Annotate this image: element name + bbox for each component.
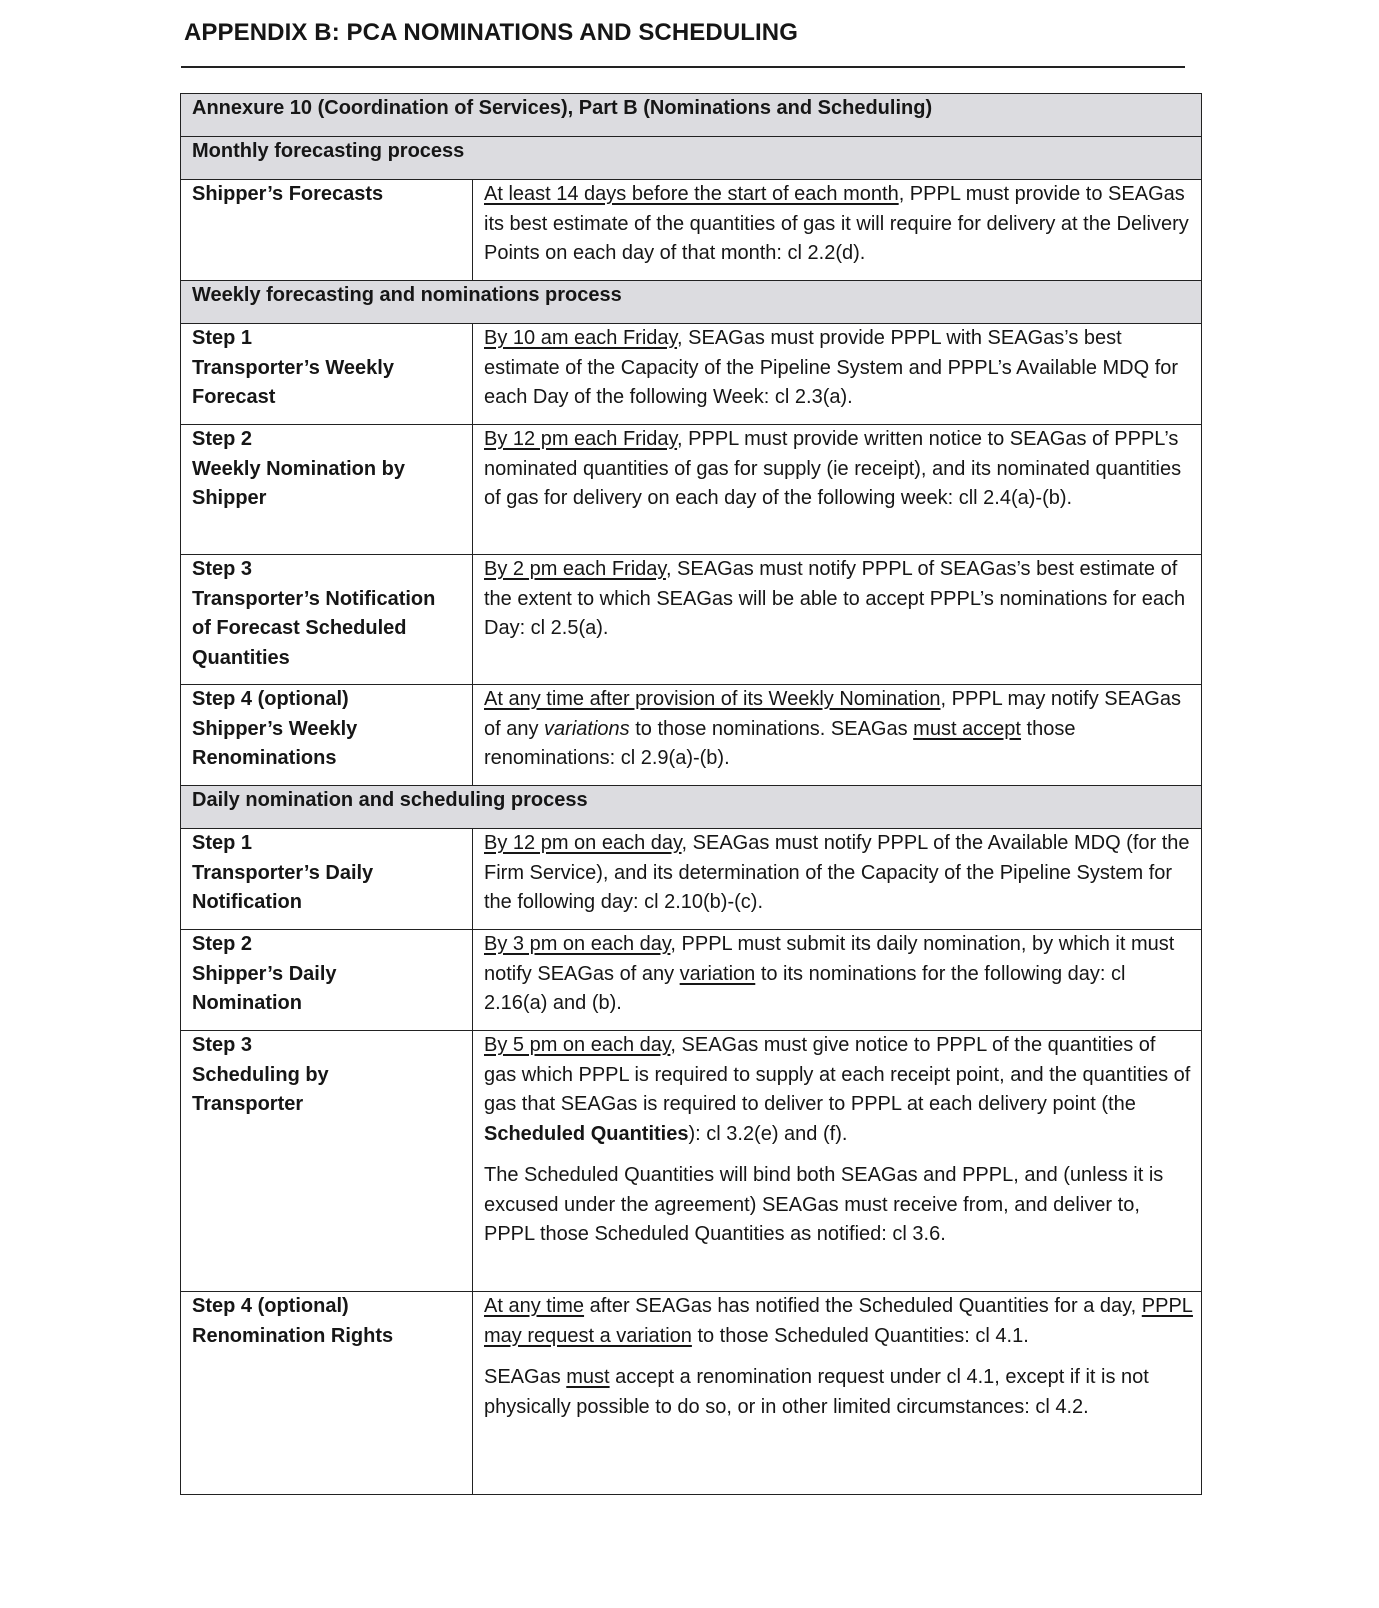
row-description [473, 555, 1202, 685]
label-line: Weekly Nomination by [192, 457, 406, 480]
row-label [181, 425, 473, 555]
description-text: to its nominations for the following day: cl 2.16(a) and (b). [484, 962, 1126, 1014]
description-paragraph [484, 180, 1193, 269]
underlined-text: PPPL may request a variation [484, 1295, 1193, 1347]
description-paragraph [484, 425, 1193, 514]
description-text: , SEAGas must notify PPPL of SEAGas’s best estimate of the extent to which SEAGas will be able to accept PPPL’s nominations for each Day: cl 2.5(a). [484, 558, 1186, 639]
label-line: Transporter [192, 1093, 304, 1115]
label-line: Transporter’s Notification [192, 587, 436, 610]
label-line: of Forecast Scheduled [192, 617, 407, 639]
table-row [181, 1031, 1202, 1292]
deadline-text: By 2 pm each Friday [484, 558, 666, 580]
underlined-text: variation [679, 962, 756, 985]
label-line: Notification [192, 891, 302, 913]
row-description [473, 1031, 1202, 1292]
table-row [181, 829, 1202, 930]
label-line: Step 2 [192, 933, 253, 955]
description-paragraph: The Scheduled Quantities will bind both SEAGas and PPPL, and (unless it is excused under the agreement) SEAGas must receive from, and deliver to, PPPL those Scheduled Quantities as notified: cl 3.6. [484, 1164, 1164, 1245]
label-line: Transporter’s Weekly [192, 356, 394, 379]
description-paragraph [484, 1363, 1193, 1422]
label-line: Step 1 [192, 832, 253, 854]
label-line: Step 4 (optional) [192, 1295, 349, 1317]
table-row [181, 324, 1202, 425]
description-paragraph [484, 1031, 1193, 1149]
table-heading: Annexure 10 (Coordination of Services), Part B (Nominations and Scheduling) [181, 94, 1202, 137]
description-paragraph [484, 555, 1193, 644]
row-description [473, 324, 1202, 425]
deadline-text: At least 14 days before the start of each month [484, 183, 899, 205]
description-text: , SEAGas must notify PPPL of the Available MDQ (for the Firm Service), and its determination of the Capacity of the Pipeline System for the following day: cl 2.10(b)-(c). [484, 832, 1190, 913]
section-heading-weekly: Weekly forecasting and nominations process [181, 281, 1202, 324]
deadline-text: By 12 pm on each day [484, 832, 682, 854]
label-line: Shipper’s Weekly [192, 717, 358, 740]
label-line: Renominations [192, 747, 337, 769]
description-text: , SEAGas must give notice to PPPL of the quantities of gas which PPPL is required to supply at each receipt point, and the quantities of gas that SEAGas is required to deliver to PPPL at each delivery point (the [484, 1034, 1191, 1115]
description-paragraph [484, 829, 1193, 918]
description-text: to those nominations. SEAGas [629, 717, 914, 740]
row-description [473, 180, 1202, 281]
description-text: accept a renomination request under cl 4.1, except if it is not physically possible to do so, or in other limited circumstances: cl 4.2. [484, 1366, 1149, 1418]
row-description [473, 829, 1202, 930]
row-label [181, 555, 473, 685]
nominations-table [180, 93, 1202, 1495]
label-line: Shipper’s Forecasts [192, 183, 384, 205]
deadline-text: By 5 pm on each day [484, 1034, 671, 1056]
section-row-daily [181, 786, 1202, 829]
deadline-text: By 12 pm each Friday [484, 428, 678, 450]
row-description [473, 930, 1202, 1031]
label-line: Nomination [192, 992, 302, 1014]
table-row [181, 555, 1202, 685]
row-label [181, 180, 473, 281]
label-line: Transporter’s Daily [192, 861, 374, 884]
section-heading-monthly: Monthly forecasting process [181, 137, 1202, 180]
row-description [473, 685, 1202, 786]
title-divider [181, 66, 1185, 68]
row-label [181, 930, 473, 1031]
label-line: Step 2 [192, 428, 253, 450]
section-row-weekly [181, 281, 1202, 324]
row-label [181, 1031, 473, 1292]
description-paragraph [484, 324, 1193, 413]
description-text: , PPPL must provide to SEAGas its best estimate of the quantities of gas it will require for delivery at the Delivery Points on each day of that month: cl 2.2(d). [484, 183, 1189, 264]
deadline-text: By 3 pm on each day [484, 933, 671, 955]
description-text: , SEAGas must provide PPPL with SEAGas’s best estimate of the Capacity of the Pipeline System and PPPL’s Available MDQ for each Day of the following Week: cl 2.3(a). [484, 327, 1179, 408]
label-line: Shipper [192, 487, 267, 509]
description-text: SEAGas [484, 1366, 567, 1388]
table-row [181, 425, 1202, 555]
table-row [181, 180, 1202, 281]
label-line: Step 1 [192, 327, 253, 349]
row-description [473, 425, 1202, 555]
description-paragraph [484, 930, 1193, 1019]
description-text: after SEAGas has notified the Scheduled Quantities for a day, [584, 1295, 1142, 1317]
deadline-text: At any time [484, 1295, 585, 1317]
description-paragraph [484, 685, 1193, 774]
label-line: Forecast [192, 386, 276, 408]
row-label [181, 1292, 473, 1495]
table-row [181, 685, 1202, 786]
label-line: Step 4 (optional) [192, 688, 349, 710]
label-line: Quantities [192, 646, 290, 669]
description-text: , PPPL may notify SEAGas of any [484, 688, 1181, 740]
description-text: ): cl 3.2(e) and (f). [688, 1122, 848, 1145]
deadline-text: At any time after provision of its Weekly Nomination [484, 688, 941, 710]
label-line: Step 3 [192, 558, 253, 580]
description-text: those renominations: cl 2.9(a)-(b). [484, 717, 1076, 769]
deadline-text: By 10 am each Friday [484, 327, 678, 349]
label-line: Step 3 [192, 1034, 253, 1056]
row-label [181, 829, 473, 930]
table-row [181, 1292, 1202, 1495]
label-line: Scheduling by [192, 1063, 329, 1086]
table-row [181, 930, 1202, 1031]
description-text: to those Scheduled Quantities: cl 4.1. [691, 1324, 1029, 1347]
underlined-text: must accept [913, 717, 1021, 740]
bold-term: Scheduled Quantities [484, 1122, 689, 1145]
row-label [181, 685, 473, 786]
underlined-text: must [566, 1366, 610, 1388]
description-text: , PPPL must submit its daily nomination, by which it must notify SEAGas of any [484, 933, 1175, 985]
table-heading-row [181, 94, 1202, 137]
section-row-monthly [181, 137, 1202, 180]
page-title: APPENDIX B: PCA NOMINATIONS AND SCHEDULING [184, 19, 798, 46]
description-paragraph [484, 1292, 1193, 1351]
label-line: Renomination Rights [192, 1324, 394, 1347]
row-description [473, 1292, 1202, 1495]
description-text: , PPPL must provide written notice to SEAGas of PPPL’s nominated quantities of gas for supply (ie receipt), and its nominated quantities of gas for delivery on each day of the following week: cll 2.4(a)-(b). [484, 428, 1182, 509]
section-heading-daily: Daily nomination and scheduling process [181, 786, 1202, 829]
row-label [181, 324, 473, 425]
label-line: Shipper’s Daily [192, 962, 337, 985]
emphasis-text: variations [544, 717, 630, 740]
